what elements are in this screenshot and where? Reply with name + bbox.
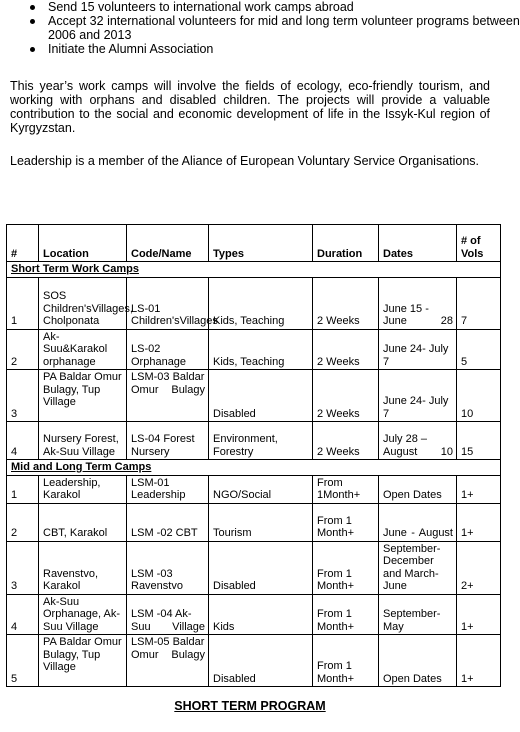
- cell-number: 4: [7, 594, 39, 635]
- work-camps-table: [6, 224, 501, 687]
- col-header-duration: Duration: [313, 225, 379, 262]
- cell-types: NGO/Social: [209, 475, 313, 503]
- bullet-dot-icon: [30, 47, 35, 52]
- cell-dates: June 24- July 7: [379, 370, 457, 422]
- section-title-mid-long-term: Mid and Long Term Camps: [7, 460, 501, 476]
- cell-number: 2: [7, 329, 39, 370]
- cell-code-name: LSM-03 Baldar Omur Bulagy: [127, 370, 209, 422]
- cell-duration: From 1 Month+: [313, 503, 379, 541]
- col-header-number: #: [7, 225, 39, 262]
- cell-dates: June 24- July 7: [379, 329, 457, 370]
- bullet-item: [0, 0, 520, 14]
- cell-types: Disabled: [209, 370, 313, 422]
- cell-duration: 2 Weeks: [313, 277, 379, 329]
- cell-duration: From 1 Month+: [313, 594, 379, 635]
- cell-vols: 1+: [457, 503, 501, 541]
- cell-location: Ak-Suu&Karakol orphanage: [39, 329, 127, 370]
- cell-location: Ravenstvo, Karakol: [39, 541, 127, 594]
- bullet-text: Initiate the Alumni Association: [48, 42, 214, 56]
- cell-location: Ak-Suu Orphanage, Ak-Suu Village: [39, 594, 127, 635]
- table-header-row: [7, 225, 501, 262]
- cell-location: SOS Children'sVillages, Cholponata: [39, 277, 127, 329]
- cell-dates: Open Dates: [379, 475, 457, 503]
- cell-types: Tourism: [209, 503, 313, 541]
- cell-number: 2: [7, 503, 39, 541]
- cell-vols: 1+: [457, 594, 501, 635]
- cell-vols: 5: [457, 329, 501, 370]
- cell-dates: September-December and March-June: [379, 541, 457, 594]
- cell-duration: 2 Weeks: [313, 370, 379, 422]
- cell-types: Disabled: [209, 635, 313, 687]
- cell-number: 1: [7, 475, 39, 503]
- bullet-dot-icon: [30, 5, 35, 10]
- bullet-text: Accept 32 international volunteers for mid and long term volunteer programs between 2006 and 2013: [48, 14, 520, 42]
- goals-bullet-list: [0, 0, 520, 56]
- cell-dates: September-May: [379, 594, 457, 635]
- table-row: [7, 329, 501, 370]
- cell-number: 3: [7, 541, 39, 594]
- table-row: [7, 594, 501, 635]
- cell-vols: 1+: [457, 635, 501, 687]
- cell-dates: June 15 - June 28: [379, 277, 457, 329]
- cell-dates: June - August: [379, 503, 457, 541]
- cell-types: Kids: [209, 594, 313, 635]
- cell-number: 4: [7, 422, 39, 460]
- col-header-location: Location: [39, 225, 127, 262]
- cell-vols: 1+: [457, 475, 501, 503]
- cell-types: Environment, Forestry: [209, 422, 313, 460]
- cell-duration: 2 Weeks: [313, 329, 379, 370]
- cell-number: 3: [7, 370, 39, 422]
- intro-paragraph: This year’s work camps will involve the fields of ecology, eco-friendly tourism, and working with orphans and disabled children. The projects will provide a valuable contribution to the social and economic development of life in the Issyk-Kul region of Kyrgyzstan.: [10, 79, 490, 135]
- cell-location: PA Baldar Omur Bulagy, Tup Village: [39, 370, 127, 422]
- bullet-dot-icon: [30, 19, 35, 24]
- col-header-code-name: Code/Name: [127, 225, 209, 262]
- col-header-types: Types: [209, 225, 313, 262]
- cell-vols: 15: [457, 422, 501, 460]
- col-header-vols: # of Vols: [457, 225, 501, 262]
- cell-number: 1: [7, 277, 39, 329]
- cell-code-name: LSM -02 CBT: [127, 503, 209, 541]
- cell-duration: From 1Month+: [313, 475, 379, 503]
- cell-dates: July 28 – August 10: [379, 422, 457, 460]
- cell-code-name: LSM -04 Ak-Suu Village: [127, 594, 209, 635]
- cell-code-name: LS-04 Forest Nursery: [127, 422, 209, 460]
- bullet-item: [0, 14, 520, 42]
- table-row: [7, 503, 501, 541]
- cell-types: Kids, Teaching: [209, 329, 313, 370]
- cell-vols: 10: [457, 370, 501, 422]
- cell-number: 5: [7, 635, 39, 687]
- section-row: [7, 460, 501, 476]
- cell-location: Leadership, Karakol: [39, 475, 127, 503]
- cell-types: Disabled: [209, 541, 313, 594]
- table-row: [7, 370, 501, 422]
- cell-vols: 2+: [457, 541, 501, 594]
- short-term-program-heading: SHORT TERM PROGRAM: [174, 699, 326, 713]
- table-row: [7, 277, 501, 329]
- cell-vols: 7: [457, 277, 501, 329]
- col-header-dates: Dates: [379, 225, 457, 262]
- table-row: [7, 422, 501, 460]
- cell-code-name: LS-01 Children'sVillages: [127, 277, 209, 329]
- table-row: [7, 541, 501, 594]
- table-row: [7, 475, 501, 503]
- bullet-text: Send 15 volunteers to international work camps abroad: [48, 0, 354, 14]
- cell-location: CBT, Karakol: [39, 503, 127, 541]
- cell-location: Nursery Forest, Ak-Suu Village: [39, 422, 127, 460]
- cell-duration: From 1 Month+: [313, 541, 379, 594]
- cell-dates: Open Dates: [379, 635, 457, 687]
- cell-code-name: LSM -03 Ravenstvo: [127, 541, 209, 594]
- cell-code-name: LSM-01 Leadership: [127, 475, 209, 503]
- cell-code-name: LS-02 Orphanage: [127, 329, 209, 370]
- cell-types: Kids, Teaching: [209, 277, 313, 329]
- membership-paragraph: Leadership is a member of the Aliance of European Voluntary Service Organisations.: [10, 154, 480, 168]
- cell-duration: 2 Weeks: [313, 422, 379, 460]
- section-row: [7, 262, 501, 278]
- bullet-item: [0, 42, 520, 56]
- cell-location: PA Baldar Omur Bulagy, Tup Village: [39, 635, 127, 687]
- section-title-short-term: Short Term Work Camps: [7, 262, 501, 278]
- table-row: [7, 635, 501, 687]
- cell-duration: From 1 Month+: [313, 635, 379, 687]
- cell-code-name: LSM-05 Baldar Omur Bulagy: [127, 635, 209, 687]
